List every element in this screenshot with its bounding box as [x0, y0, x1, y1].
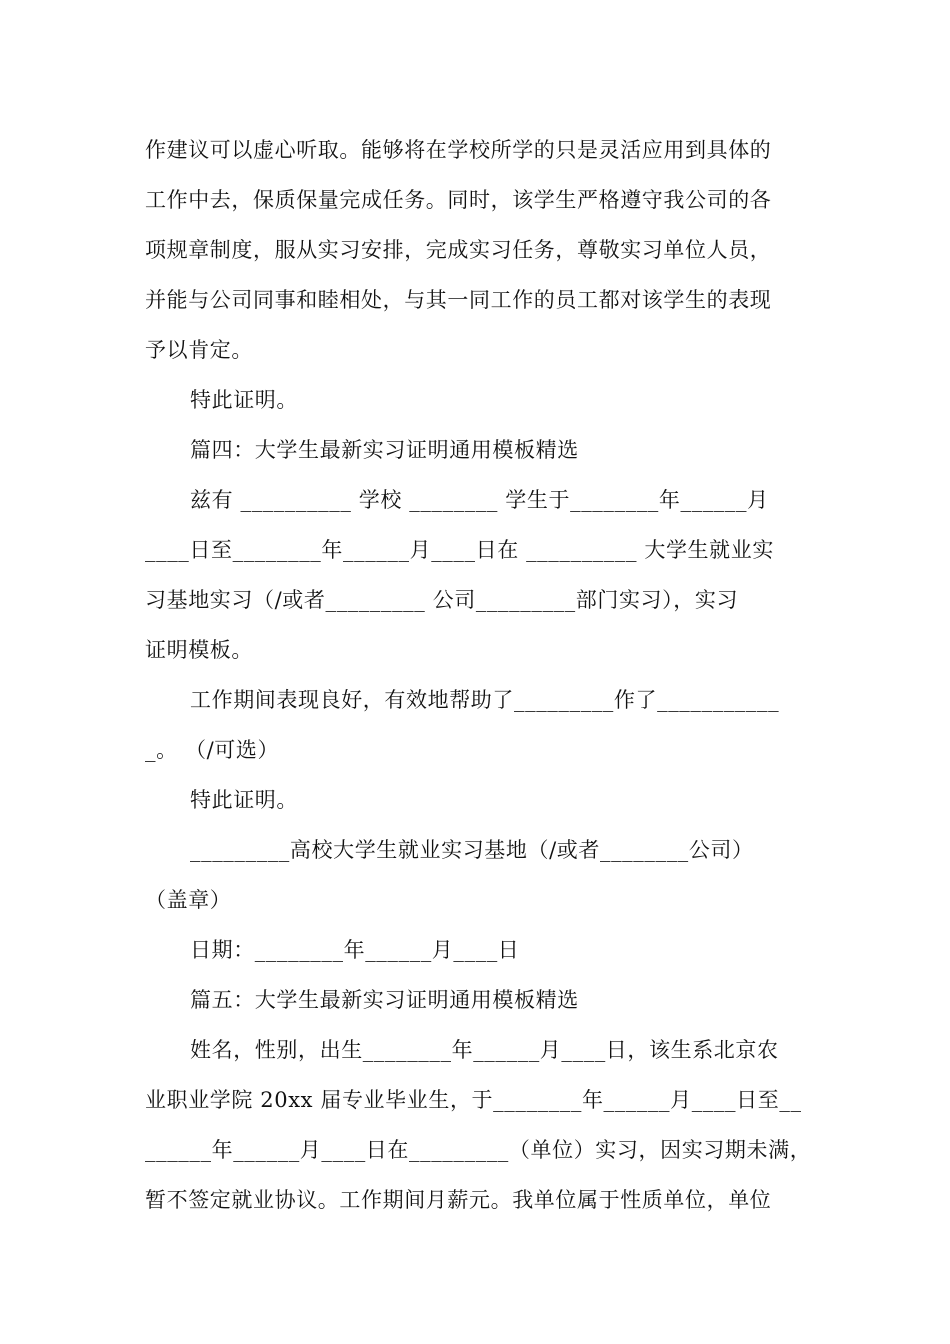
paragraph-line: 并能与公司同事和睦相处，与其一同工作的员工都对该学生的表现 [145, 288, 772, 312]
paragraph-line: 作建议可以虚心听取。能够将在学校所学的只是灵活应用到具体的 [145, 138, 772, 162]
paragraph-line: 习基地实习（/或者_________ 公司_________部门实习），实习 [145, 588, 739, 612]
paragraph-line: 业职业学院 20xx 届专业毕业生，于________年______月____日至__ [145, 1088, 802, 1112]
paragraph-line: 工作中去，保质保量完成任务。同时，该学生严格遵守我公司的各 [145, 188, 772, 212]
paragraph-line: 暂不签定就业协议。工作期间月薪元。我单位属于性质单位，单位 [145, 1188, 772, 1212]
paragraph-line: 证明模板。 [145, 638, 253, 662]
paragraph-line: 予以肯定。 [145, 338, 253, 362]
paragraph-line: ______年______月____日在_________（单位）实习，因实习期未满， [145, 1138, 812, 1162]
paragraph-line: 兹有 __________ 学校 ________ 学生于________年______月 [190, 488, 769, 512]
paragraph-line: 项规章制度，服从实习安排，完成实习任务，尊敬实习单位人员， [145, 238, 772, 262]
certification-statement: 特此证明。 [190, 388, 298, 412]
seal-note: （盖章） [145, 888, 232, 912]
section-heading: 篇五：大学生最新实习证明通用模板精选 [190, 988, 579, 1012]
paragraph-line: 工作期间表现良好，有效地帮助了_________作了___________ [190, 688, 780, 712]
section-heading: 篇四：大学生最新实习证明通用模板精选 [190, 438, 579, 462]
paragraph-line: 姓名，性别，出生________年______月____日，该生系北京农 [190, 1038, 779, 1062]
certification-statement: 特此证明。 [190, 788, 298, 812]
paragraph-line: _。 （/可选） [145, 738, 280, 762]
paragraph-line: ____日至________年______月____日在 __________ 大学生就业实 [145, 538, 774, 562]
date-line: 日期：________年______月____日 [190, 938, 520, 962]
signature-line: _________高校大学生就业实习基地（/或者________公司） [190, 838, 754, 862]
